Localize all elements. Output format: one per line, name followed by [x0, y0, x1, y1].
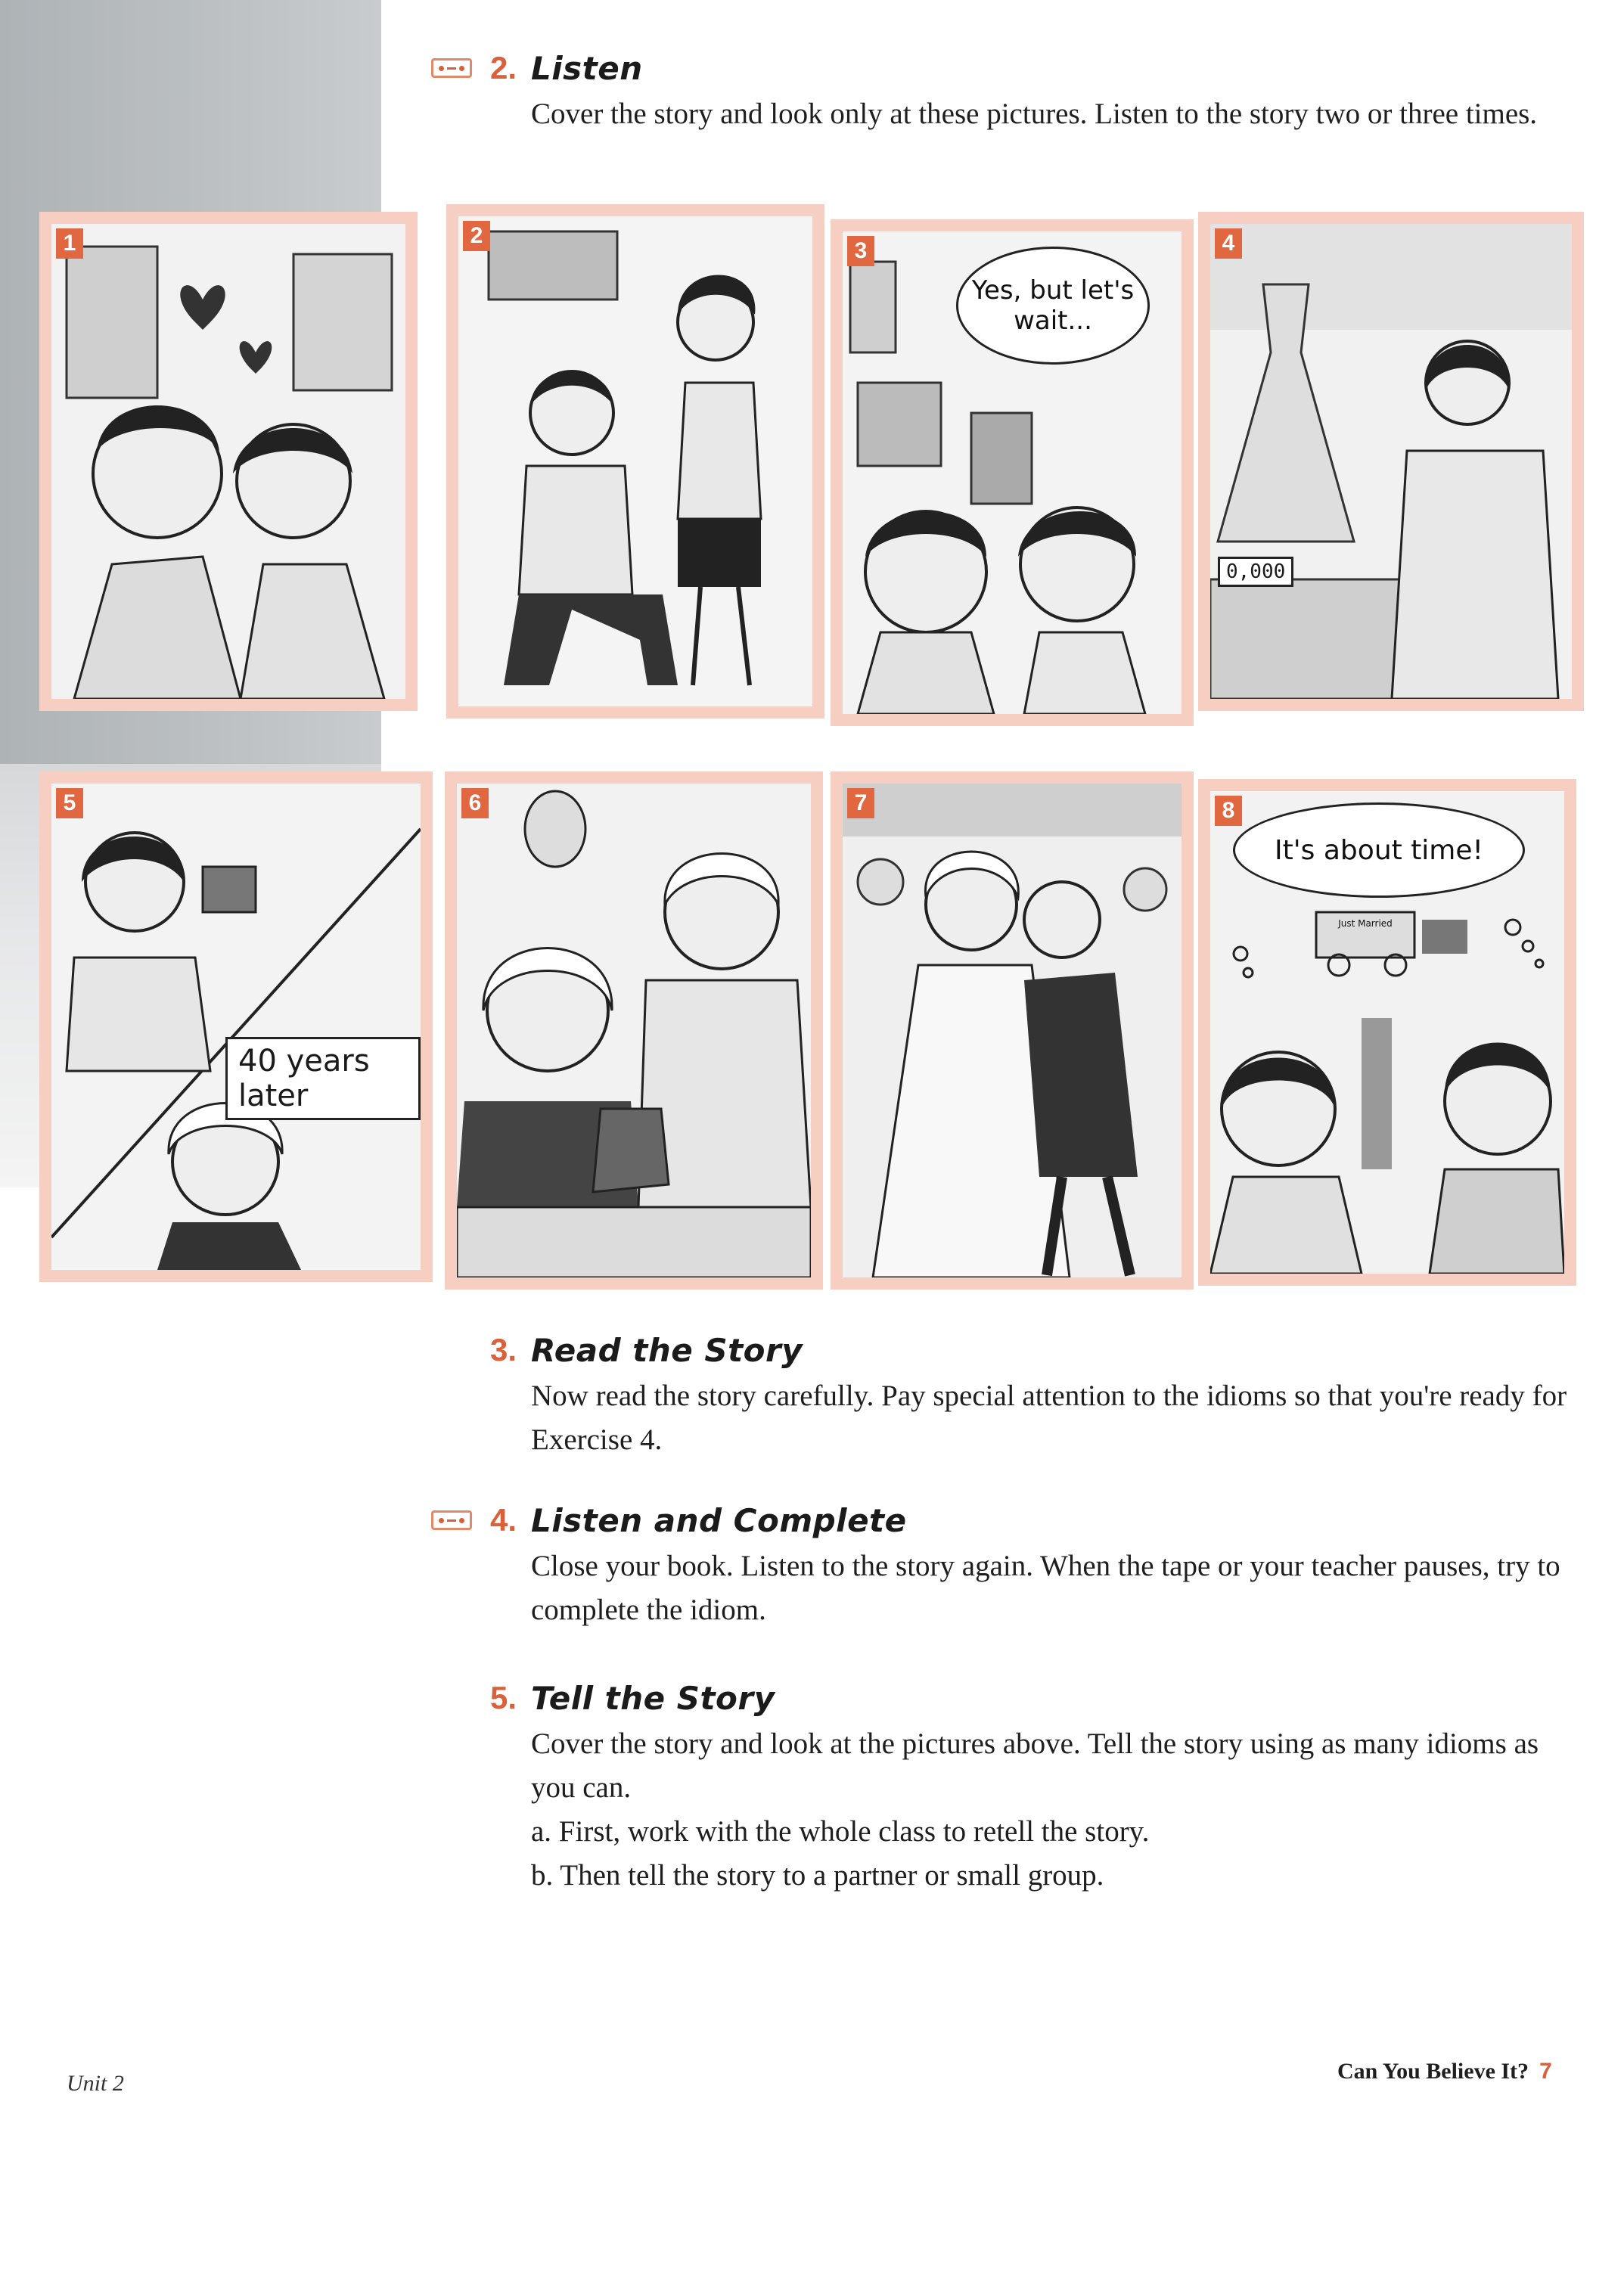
- panel-2-illustration: [458, 216, 812, 706]
- exercise-title: Listen and Complete: [531, 1501, 907, 1539]
- exercise-number: 2.: [490, 50, 517, 85]
- panel-number: 7: [847, 788, 874, 818]
- list-item: b. Then tell the story to a partner or small group.: [531, 1859, 1104, 1892]
- panel-number: 8: [1215, 796, 1242, 826]
- caption-box: 40 years later: [225, 1037, 421, 1120]
- chapter-title: Can You Believe It?: [1337, 2059, 1529, 2084]
- story-panel-8: [1198, 779, 1576, 1286]
- exercise-2-heading: [431, 45, 1566, 91]
- price-tag: 0,000: [1218, 557, 1293, 587]
- panel-number: 6: [461, 788, 489, 818]
- panel-5-illustration: [51, 784, 421, 1270]
- exercise-instructions: Now read the story carefully. Pay special attention to the idioms so that you're ready for Exercise 4.: [531, 1380, 1567, 1456]
- story-panel-6: [445, 771, 823, 1290]
- exercise-number: 4.: [490, 1502, 517, 1538]
- exercise-2: [431, 45, 1566, 130]
- panel-7-illustration: [843, 784, 1182, 1277]
- story-panel-7: [831, 771, 1194, 1290]
- exercise-4-heading: [431, 1498, 1566, 1543]
- cassette-icon: [431, 58, 472, 78]
- story-panel-3: [831, 219, 1194, 726]
- panel-4-illustration: [1210, 224, 1572, 699]
- panel-6-illustration: [457, 784, 811, 1277]
- page-footer: [1337, 2059, 1552, 2084]
- story-panel-5: [39, 771, 433, 1282]
- exercise-title: Tell the Story: [531, 1679, 775, 1717]
- page-number: 7: [1539, 2059, 1552, 2084]
- exercise-3: [431, 1327, 1567, 1456]
- exercise-4: [431, 1498, 1566, 1626]
- story-panel-1: [39, 212, 418, 711]
- exercise-instructions: Close your book. Listen to the story again. When the tape or your teacher pauses, try to complete the idiom.: [531, 1550, 1560, 1626]
- panel-number: 2: [463, 221, 490, 251]
- panel-1-illustration: [51, 224, 405, 699]
- exercise-number: 5.: [490, 1680, 517, 1715]
- exercise-number: 3.: [490, 1332, 517, 1367]
- cassette-icon: [431, 1510, 472, 1530]
- exercise-instructions: Cover the story and look at the pictures above. Tell the story using as many idioms as you can.: [531, 1727, 1539, 1804]
- speech-bubble: Yes, but let's wait...: [956, 247, 1150, 365]
- exercise-3-heading: [431, 1327, 1566, 1373]
- panel-number: 3: [847, 236, 874, 266]
- exercise-title: Listen: [531, 49, 643, 87]
- story-panel-2: [446, 204, 824, 719]
- exercise-title: Read the Story: [531, 1331, 803, 1369]
- panel-number: 4: [1215, 228, 1242, 259]
- unit-label: Unit 2: [67, 2071, 124, 2096]
- thought-bubble: It's about time!: [1233, 802, 1525, 898]
- carriage-sign: Just Married: [1338, 918, 1393, 929]
- exercise-5: [431, 1675, 1566, 1902]
- panel-number: 5: [56, 788, 83, 818]
- exercise-instructions: Cover the story and look only at these pictures. Listen to the story two or three times.: [531, 98, 1538, 130]
- story-panel-4: [1198, 212, 1584, 711]
- exercise-5-heading: [431, 1675, 1566, 1721]
- list-item: a. First, work with the whole class to retell the story.: [531, 1815, 1150, 1848]
- panel-number: 1: [56, 228, 83, 259]
